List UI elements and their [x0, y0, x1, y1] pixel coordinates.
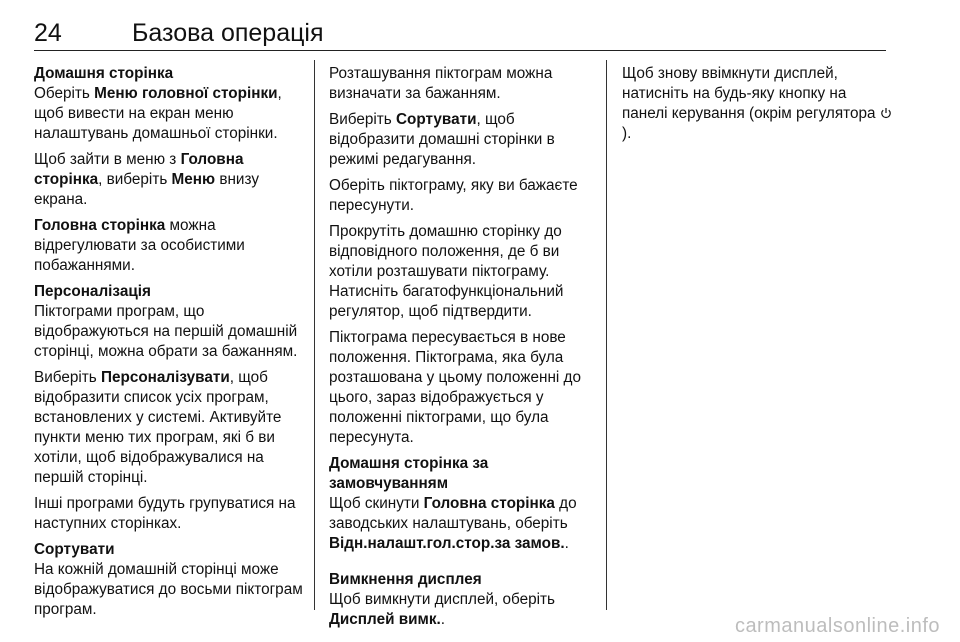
menu-term: Меню [171, 171, 216, 188]
column-divider [314, 60, 315, 610]
section-display-off [329, 570, 593, 630]
paragraph: Щоб зайти в меню з Головна сторінка, виберіть Меню внизу екрана. [34, 151, 259, 208]
menu-term: Персоналізувати [100, 369, 230, 386]
paragraph: Виберіть Сортувати, щоб відобразити домашні сторінки в режимі редагування. [329, 111, 555, 168]
section-heading: Домашня сторінка [34, 65, 174, 82]
column-divider [606, 60, 607, 610]
section-default-home [329, 454, 593, 554]
page-header [34, 16, 886, 51]
paragraph: Виберіть Персоналізувати, щоб відобразити список усіх програм, встановлених у системі. Активуйте пункти меню тих програм, які б ви хотіли, щоб відображувалися на першій сторінці. [34, 369, 282, 486]
column-2 [329, 64, 593, 636]
section-home [34, 64, 304, 276]
paragraph: Піктограма пересувається в нове положення. Піктограма, яка була розташована у цьому положенні до цього, зараз відображується у положенні піктограми, що була пересунута. [329, 329, 581, 446]
watermark: carmanualsonline.info [734, 615, 940, 637]
menu-term: Дисплей вимк. [329, 611, 441, 628]
section-personalization [34, 282, 304, 534]
paragraph: Оберіть піктограму, яку ви бажаєте пересунути. [329, 177, 578, 214]
section-heading: Вимкнення дисплея [329, 571, 482, 588]
menu-term: Головна сторінка [34, 217, 166, 234]
section-sort [34, 540, 304, 620]
menu-term: Головна сторінка [423, 495, 555, 512]
menu-term: Сортувати [395, 111, 477, 128]
paragraph: На кожній домашній сторінці може відображуватися до восьми піктограм програм. [34, 561, 303, 618]
menu-term: Меню головної сторінки [94, 85, 278, 102]
page-title: Базова операція [132, 19, 324, 47]
column-1 [34, 64, 304, 626]
paragraph: Розташування піктограм можна визначати за бажанням. [329, 65, 553, 102]
paragraph: Інші програми будуть групуватися на наступних сторінках. [34, 495, 296, 532]
paragraph: Оберіть Меню головної сторінки, щоб вивести на екран меню налаштувань домашньої сторінки. [34, 85, 282, 142]
power-icon [880, 105, 892, 117]
paragraph: Щоб знову ввімкнути дисплей, натисніть на будь-яку кнопку на панелі керування (окрім регулятора ). [622, 64, 892, 144]
menu-term: Відн.налашт.гол.стор.за замов. [329, 535, 565, 552]
page-number: 24 [34, 19, 62, 47]
paragraph: Головна сторінка можна відрегулювати за особистими побажаннями. [34, 217, 245, 274]
menu-term: Головна сторінка [34, 151, 244, 188]
paragraph: Піктограми програм, що відображуються на першій домашній сторінці, можна обрати за бажанням. [34, 303, 298, 360]
section-heading: Сортувати [34, 541, 115, 558]
section-heading: Домашня сторінка за замовчуванням [329, 455, 489, 492]
paragraph: Прокрутіть домашню сторінку до відповідного положення, де б ви хотіли розташувати піктограму. Натисніть багатофункціональний регулятор, щоб підтвердити. [329, 223, 564, 320]
section-heading: Персоналізація [34, 283, 151, 300]
paragraph: Щоб вимкнути дисплей, оберіть Дисплей вимк.. [329, 591, 556, 628]
column-3 [622, 64, 892, 150]
paragraph: Щоб скинути Головна сторінка до заводських налаштувань, оберіть Відн.налашт.гол.стор.за замов.. [329, 495, 577, 552]
